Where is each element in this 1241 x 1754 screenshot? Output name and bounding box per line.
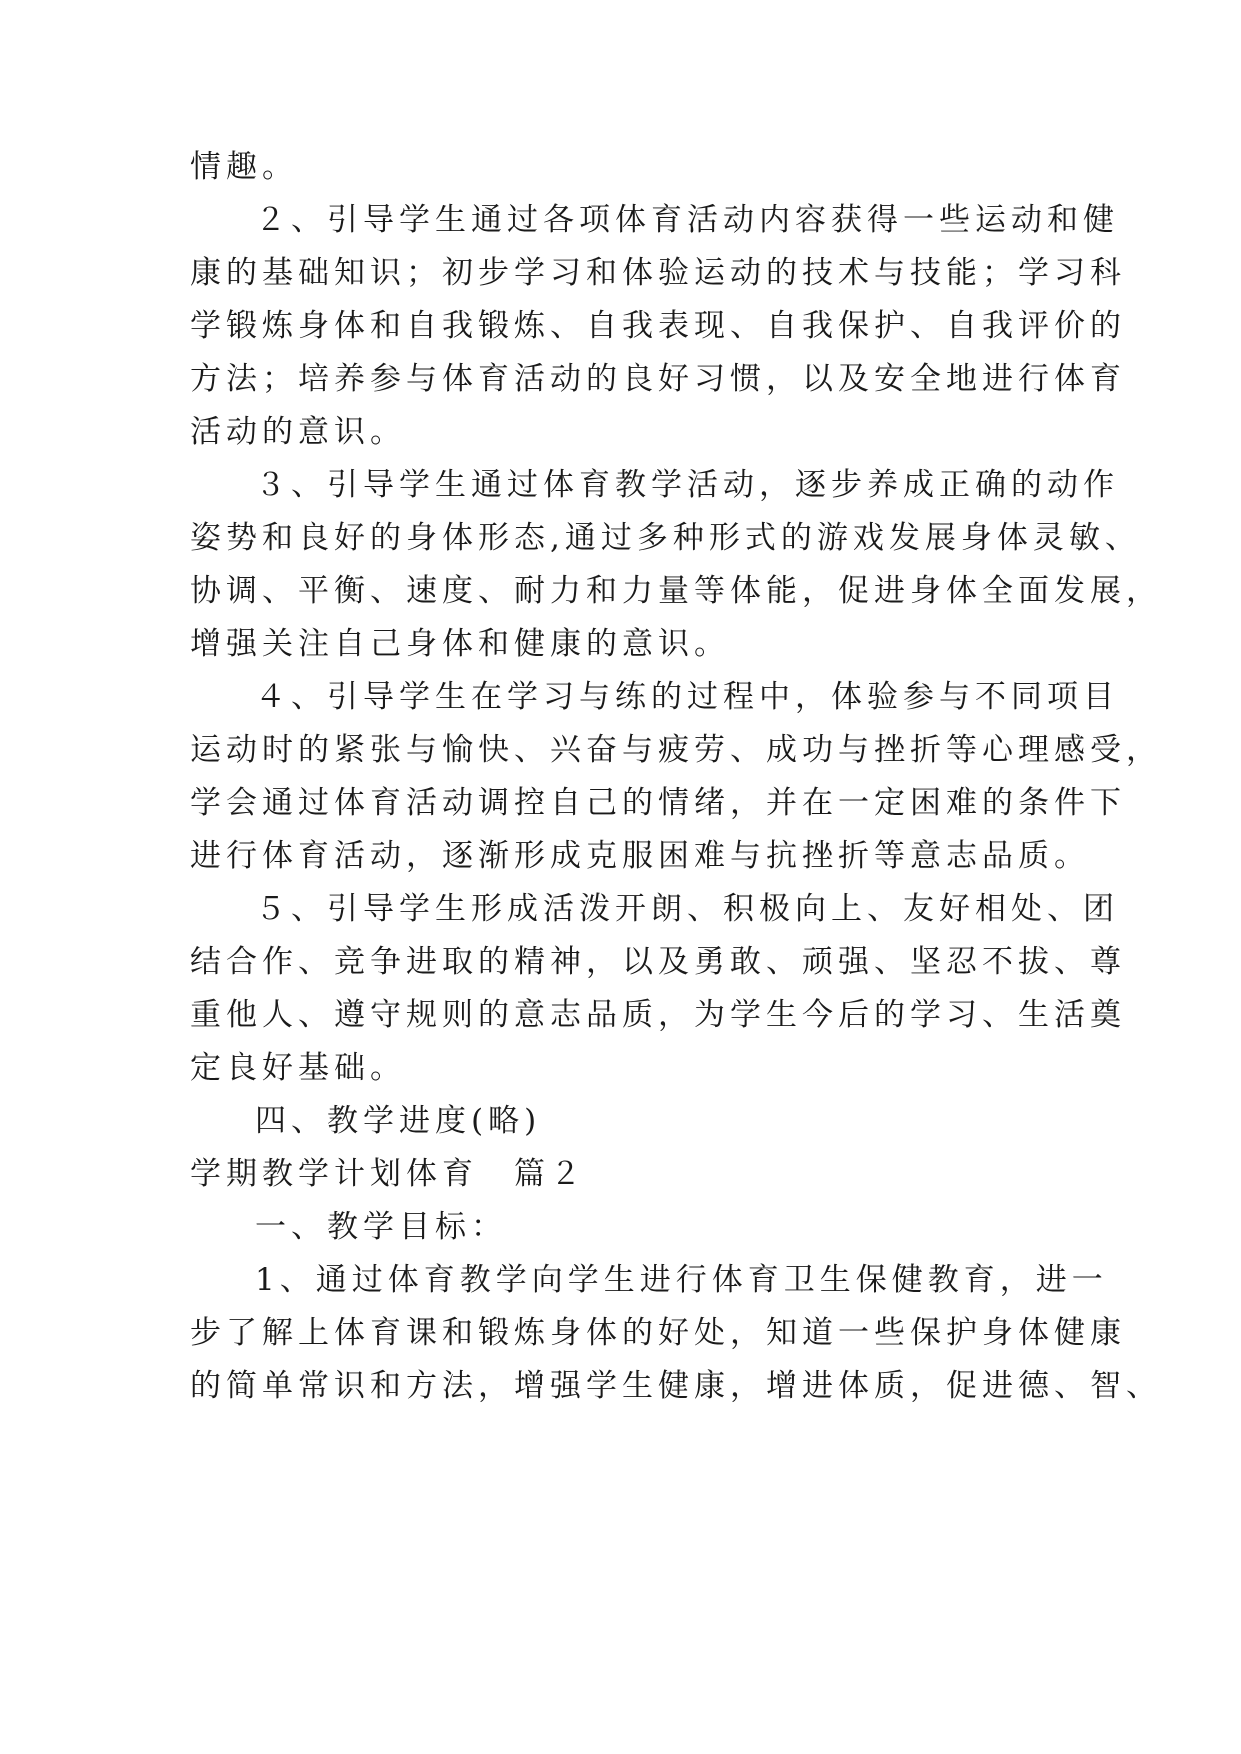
text-line: 学会通过体育活动调控自己的情绪，并在一定困难的条件下 xyxy=(190,785,1126,821)
text-line: 进行体育活动，逐渐形成克服困难与抗挫折等意志品质。 xyxy=(190,838,1090,874)
text-line: 学锻炼身体和自我锻炼、自我表现、自我保护、自我评价的 xyxy=(190,308,1126,344)
text-line: 方法；培养参与体育活动的良好习惯，以及安全地进行体育 xyxy=(190,361,1126,397)
text-line: 的简单常识和方法，增强学生健康，增进体质，促进德、智、 xyxy=(190,1368,1162,1404)
text-line: 协调、平衡、速度、耐力和力量等体能，促进身体全面发展， xyxy=(190,573,1162,609)
text-line: ３、引导学生通过体育教学活动，逐步养成正确的动作 xyxy=(255,467,1119,503)
text-line: 重他人、遵守规则的意志品质，为学生今后的学习、生活奠 xyxy=(190,997,1126,1033)
text-line: 情趣。 xyxy=(190,149,298,185)
text-line: 增强关注自己身体和健康的意识。 xyxy=(190,626,730,662)
text-line: 活动的意识。 xyxy=(190,414,406,450)
article-heading: 学期教学计划体育 篇２ xyxy=(190,1156,586,1192)
text-line: ４、引导学生在学习与练的过程中，体验参与不同项目 xyxy=(255,679,1119,715)
section-heading: 四、教学进度(略) xyxy=(255,1103,542,1139)
text-line: 运动时的紧张与愉快、兴奋与疲劳、成功与挫折等心理感受， xyxy=(190,732,1162,768)
section-heading: 一、教学目标： xyxy=(255,1209,507,1245)
text-line: 康的基础知识；初步学习和体验运动的技术与技能；学习科 xyxy=(190,255,1126,291)
text-line: 1、通过体育教学向学生进行体育卫生保健教育，进一 xyxy=(255,1262,1108,1298)
text-line: 步了解上体育课和锻炼身体的好处，知道一些保护身体健康 xyxy=(190,1315,1126,1351)
text-line: 姿势和良好的身体形态,通过多种形式的游戏发展身体灵敏、 xyxy=(190,520,1141,556)
text-line: ２、引导学生通过各项体育活动内容获得一些运动和健 xyxy=(255,202,1119,238)
text-line: 定良好基础。 xyxy=(190,1050,406,1086)
text-line: ５、引导学生形成活泼开朗、积极向上、友好相处、团 xyxy=(255,891,1119,927)
text-line: 结合作、竞争进取的精神，以及勇敢、顽强、坚忍不拔、尊 xyxy=(190,944,1126,980)
